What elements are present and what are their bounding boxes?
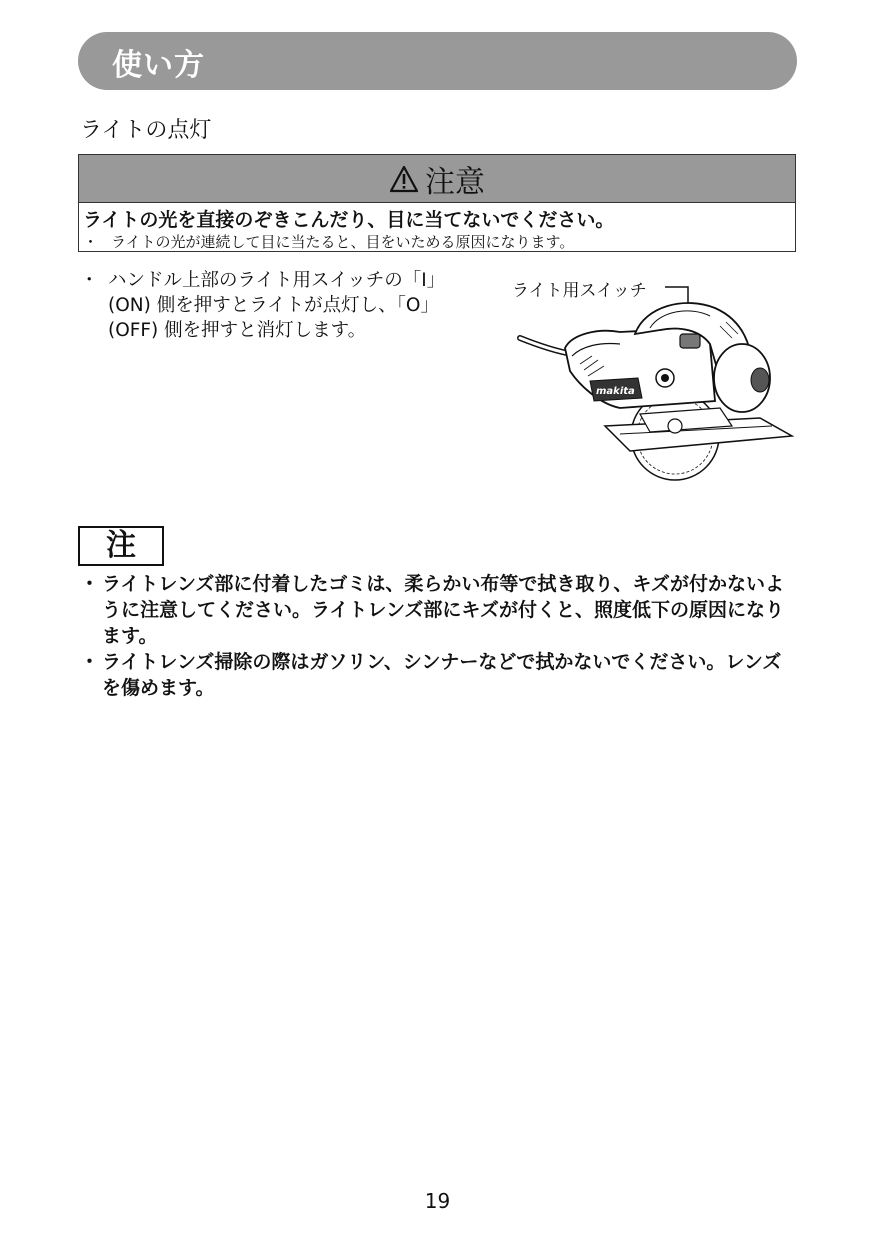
page-title: 使い方 — [112, 48, 205, 83]
caution-sub-content: ライトの光が連続して目に当たると、目をいためる原因になります。 — [111, 233, 575, 251]
caution-label: 注意 — [425, 164, 485, 200]
bullet: ・ — [80, 270, 99, 291]
note-text: ライトレンズ掃除の際はガソリン、シンナーなどで拭かないでください。レンズを傷めます。 — [102, 651, 782, 699]
instruction-line: (OFF) 側を押すと消灯します。 — [108, 320, 367, 341]
page-number: 19 — [424, 1189, 451, 1213]
bullet: ・ — [80, 573, 100, 595]
figure-label: ライト用スイッチ — [512, 281, 647, 301]
caution-header — [79, 155, 795, 203]
caution-box — [78, 154, 796, 252]
instruction-line: ハンドル上部のライト用スイッチの「I」 — [108, 270, 446, 291]
note-text: ライトレンズ部に付着したゴミは、柔らかい布等で拭き取り、キズが付かないように注意してください。ライトレンズ部にキズが付くと、照度低下の原因になります。 — [102, 573, 785, 647]
list-item — [80, 571, 792, 649]
list-item — [80, 649, 792, 701]
caution-sub-text — [83, 231, 574, 252]
instruction-line: (ON) 側を押すとライトが点灯し、「O」 — [108, 295, 439, 316]
note-badge: 注 — [78, 526, 164, 566]
section-title: ライトの点灯 — [80, 118, 212, 143]
warning-triangle-icon — [389, 164, 419, 194]
bullet: ・ — [83, 233, 99, 251]
brand-label: makita — [596, 386, 635, 397]
circular-saw-illustration — [510, 286, 795, 481]
instruction-text — [80, 268, 480, 343]
bullet: ・ — [80, 651, 100, 673]
notes-list — [80, 571, 792, 701]
caution-main-text: ライトの光を直接のぞきこんだり、目に当てないでください。 — [83, 209, 615, 231]
header-bar — [78, 32, 797, 90]
